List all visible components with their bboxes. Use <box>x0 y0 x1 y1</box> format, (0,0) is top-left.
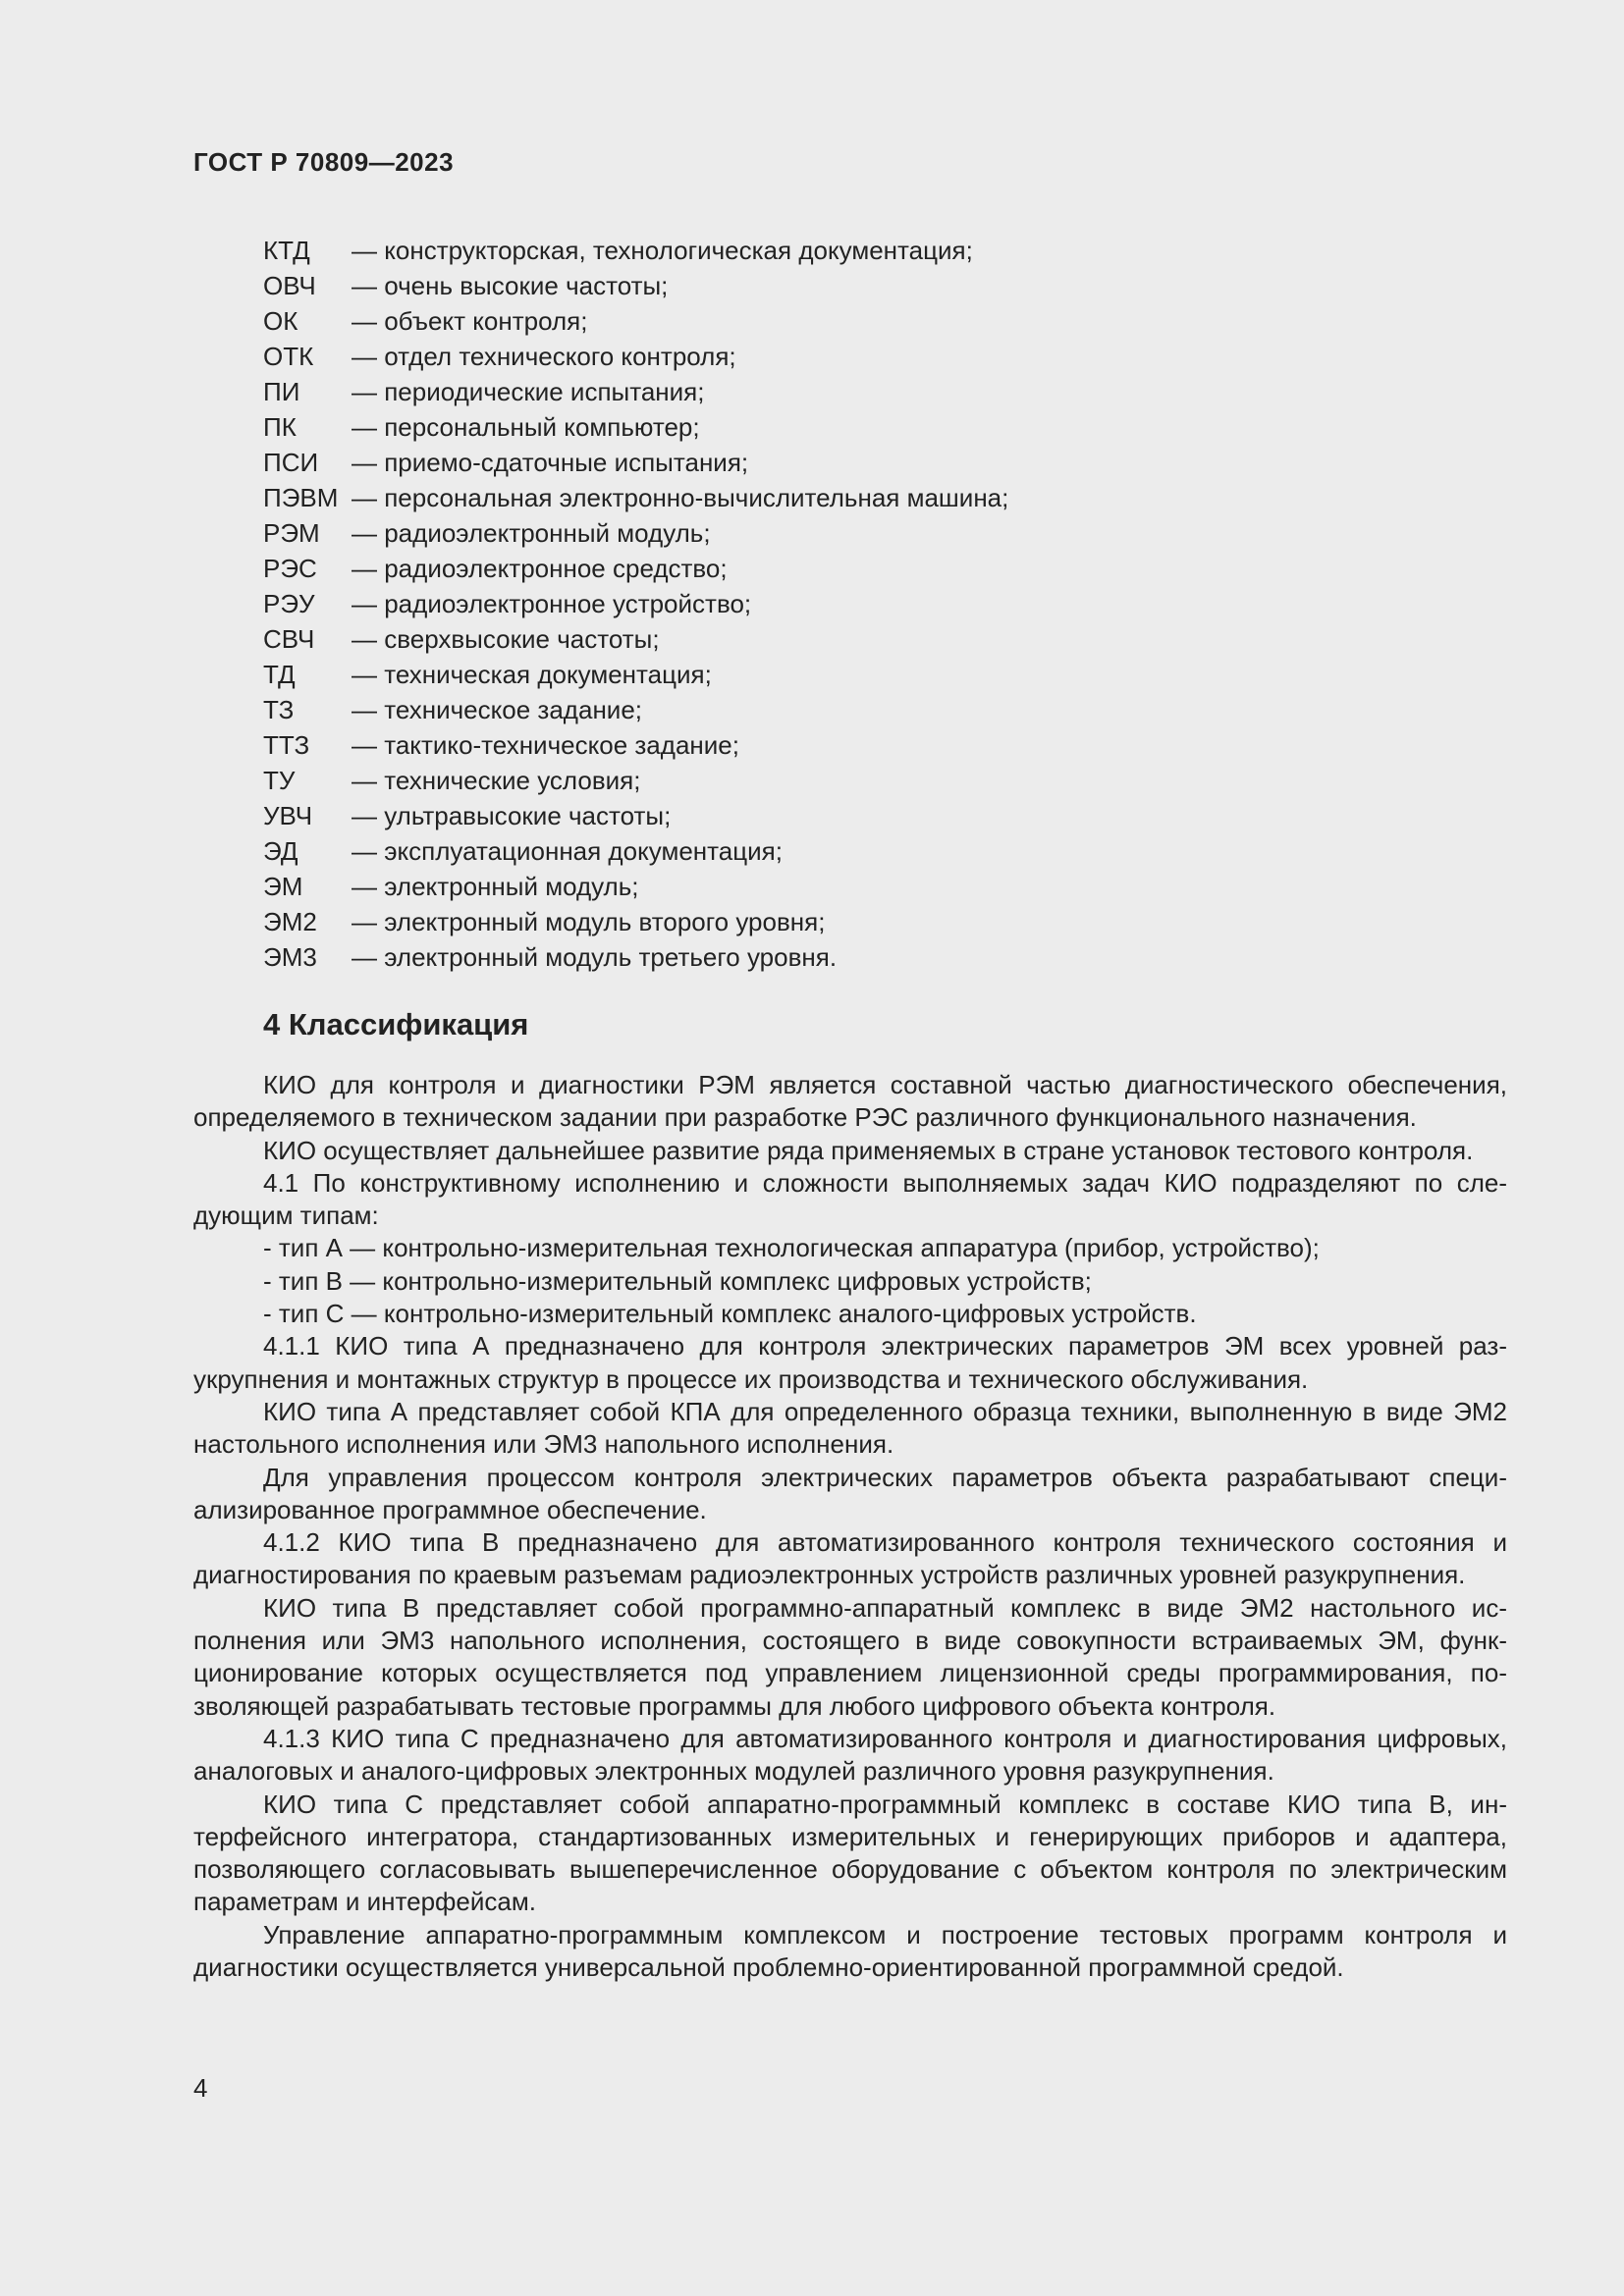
abbreviation-item <box>263 551 1343 586</box>
list-item: - тип С — контрольно-измерительный комплекс аналого-цифровых устройств. <box>263 1299 1197 1329</box>
abbreviation-definition: — электронный модуль; <box>352 872 639 901</box>
abbreviation-term: ТД <box>263 660 296 689</box>
abbreviation-definition: — эксплуатационная документация; <box>352 836 783 866</box>
abbreviation-item <box>263 869 1343 904</box>
abbreviation-definition: — электронный модуль второго уровня; <box>352 907 826 936</box>
abbreviation-definition: — тактико-техническое задание; <box>352 730 739 760</box>
section-title: 4 Классификация <box>263 1007 529 1041</box>
abbreviation-item <box>263 374 1343 409</box>
section-body <box>193 1069 1507 1984</box>
abbreviation-definition: — электронный модуль третьего уровня. <box>352 942 838 972</box>
abbreviation-definition: — ультравысокие частоты; <box>352 801 672 830</box>
abbreviation-term: ЭМ3 <box>263 942 317 972</box>
abbreviation-term: СВЧ <box>263 624 315 654</box>
abbreviation-definition: — приемо-сдаточные испытания; <box>352 448 749 477</box>
abbreviation-list <box>263 233 1343 975</box>
abbreviation-item <box>263 409 1343 445</box>
document-code-header: ГОСТ Р 70809—2023 <box>193 147 455 177</box>
abbreviation-definition: — радиоэлектронное устройство; <box>352 589 752 618</box>
abbreviation-definition: — техническая документация; <box>352 660 712 689</box>
abbreviation-definition: — конструкторская, технологическая документация; <box>352 236 973 265</box>
paragraph: 4.1 По конструктивному исполнению и сложности выполняемых задач КИО подразделяют по следующим типам: <box>193 1167 1507 1231</box>
abbreviation-item <box>263 763 1343 798</box>
abbreviation-item <box>263 515 1343 551</box>
abbreviation-term: ТТЗ <box>263 730 310 760</box>
abbreviation-term: ПСИ <box>263 448 319 477</box>
abbreviation-term: ПЭВМ <box>263 483 339 512</box>
abbreviation-term: УВЧ <box>263 801 313 830</box>
paragraph: Управление аппаратно-программным комплексом и построение тестовых программ контроля и диагностики осуществляется универсальной проблемно-ориентированной программной средой. <box>193 1919 1507 1983</box>
abbreviation-term: ЭМ <box>263 872 303 901</box>
abbreviation-term: ПИ <box>263 377 300 406</box>
list-item: - тип В — контрольно-измерительный комплекс цифровых устройств; <box>263 1265 1092 1296</box>
paragraph: КИО для контроля и диагностики РЭМ является составной частью диагностического обеспечения, определяемого в техническом задании при разработке РЭС различного функционального назначения. <box>193 1070 1507 1133</box>
abbreviation-item <box>263 445 1343 480</box>
paragraph: КИО осуществляет дальнейшее развитие ряда применяемых в стране установок тестового контроля. <box>263 1135 1474 1165</box>
abbreviation-term: ПК <box>263 412 297 442</box>
abbreviation-item <box>263 939 1343 975</box>
abbreviation-item <box>263 833 1343 869</box>
abbreviation-item <box>263 233 1343 268</box>
abbreviation-term: РЭМ <box>263 518 320 548</box>
abbreviation-definition: — объект контроля; <box>352 306 588 336</box>
abbreviation-item <box>263 798 1343 833</box>
abbreviation-term: ОТК <box>263 342 314 371</box>
abbreviation-term: ЭМ2 <box>263 907 317 936</box>
abbreviation-definition: — техническое задание; <box>352 695 643 724</box>
abbreviation-definition: — отдел технического контроля; <box>352 342 736 371</box>
paragraph: КИО типа В представляет собой программно-аппаратный комплекс в виде ЭМ2 настольного исполнения или ЭМ3 напольного исполнения, состоящего в виде совокупности встраиваемых ЭМ, функционирование которых осуществляется под управлением лицензионной среды программирования, позволяющей разрабатывать тестовые программы для любого цифрового объекта контроля. <box>193 1592 1507 1721</box>
abbreviation-item <box>263 727 1343 763</box>
abbreviation-definition: — персональная электронно-вычислительная машина; <box>352 483 1009 512</box>
abbreviation-definition: — периодические испытания; <box>352 377 705 406</box>
abbreviation-item <box>263 586 1343 621</box>
abbreviation-definition: — радиоэлектронное средство; <box>352 554 728 583</box>
abbreviation-term: ТУ <box>263 766 296 795</box>
abbreviation-item <box>263 303 1343 339</box>
abbreviation-definition: — сверхвысокие частоты; <box>352 624 660 654</box>
paragraph: КИО типа С представляет собой аппаратно-программный комплекс в составе КИО типа В, интерфейсного интегратора, стандартизованных измерительных и генерирующих приборов и адаптера, позволяющего согласовывать вышеперечисленное оборудование с объектом контроля по электрическим параметрам и интерфейсам. <box>193 1789 1507 1917</box>
abbreviation-definition: — технические условия; <box>352 766 641 795</box>
abbreviation-term: ОК <box>263 306 298 336</box>
abbreviation-item <box>263 621 1343 657</box>
abbreviation-definition: — очень высокие частоты; <box>352 271 669 300</box>
abbreviation-item <box>263 657 1343 692</box>
abbreviation-term: КТД <box>263 236 310 265</box>
paragraph: Для управления процессом контроля электрических параметров объекта разрабатывают специализированное программное обеспечение. <box>193 1462 1507 1524</box>
page-number: 4 <box>193 2073 208 2103</box>
abbreviation-term: РЭУ <box>263 589 315 618</box>
paragraph: 4.1.2 КИО типа В предназначено для автоматизированного контроля технического состояния и диагностирования по краевым разъемам радиоэлектронных устройств различных уровней разукрупнения. <box>193 1527 1507 1590</box>
abbreviation-item <box>263 480 1343 515</box>
paragraph: КИО типа А представляет собой КПА для определенного образца техники, выполненную в виде ЭМ2 настольного исполнения или ЭМ3 напольного исполнения. <box>193 1396 1507 1460</box>
abbreviation-item <box>263 904 1343 939</box>
abbreviation-definition: — персональный компьютер; <box>352 412 700 442</box>
abbreviation-term: ЭД <box>263 836 298 866</box>
abbreviation-definition: — радиоэлектронный модуль; <box>352 518 711 548</box>
abbreviation-term: РЭС <box>263 554 317 583</box>
abbreviation-item <box>263 692 1343 727</box>
abbreviation-term: ОВЧ <box>263 271 316 300</box>
paragraph: 4.1.1 КИО типа А предназначено для контроля электрических параметров ЭМ всех уровней разукрупнения и монтажных структур в процессе их производства и технического обслуживания. <box>193 1331 1507 1394</box>
paragraph: 4.1.3 КИО типа С предназначено для автоматизированного контроля и диагностирования цифровых, аналоговых и аналого-цифровых электронных модулей различного уровня разукрупнения. <box>193 1723 1507 1787</box>
abbreviation-item <box>263 268 1343 303</box>
abbreviation-item <box>263 339 1343 374</box>
list-item: - тип А — контрольно-измерительная технологическая аппаратура (прибор, устройство); <box>263 1233 1320 1263</box>
abbreviation-term: ТЗ <box>263 695 295 724</box>
